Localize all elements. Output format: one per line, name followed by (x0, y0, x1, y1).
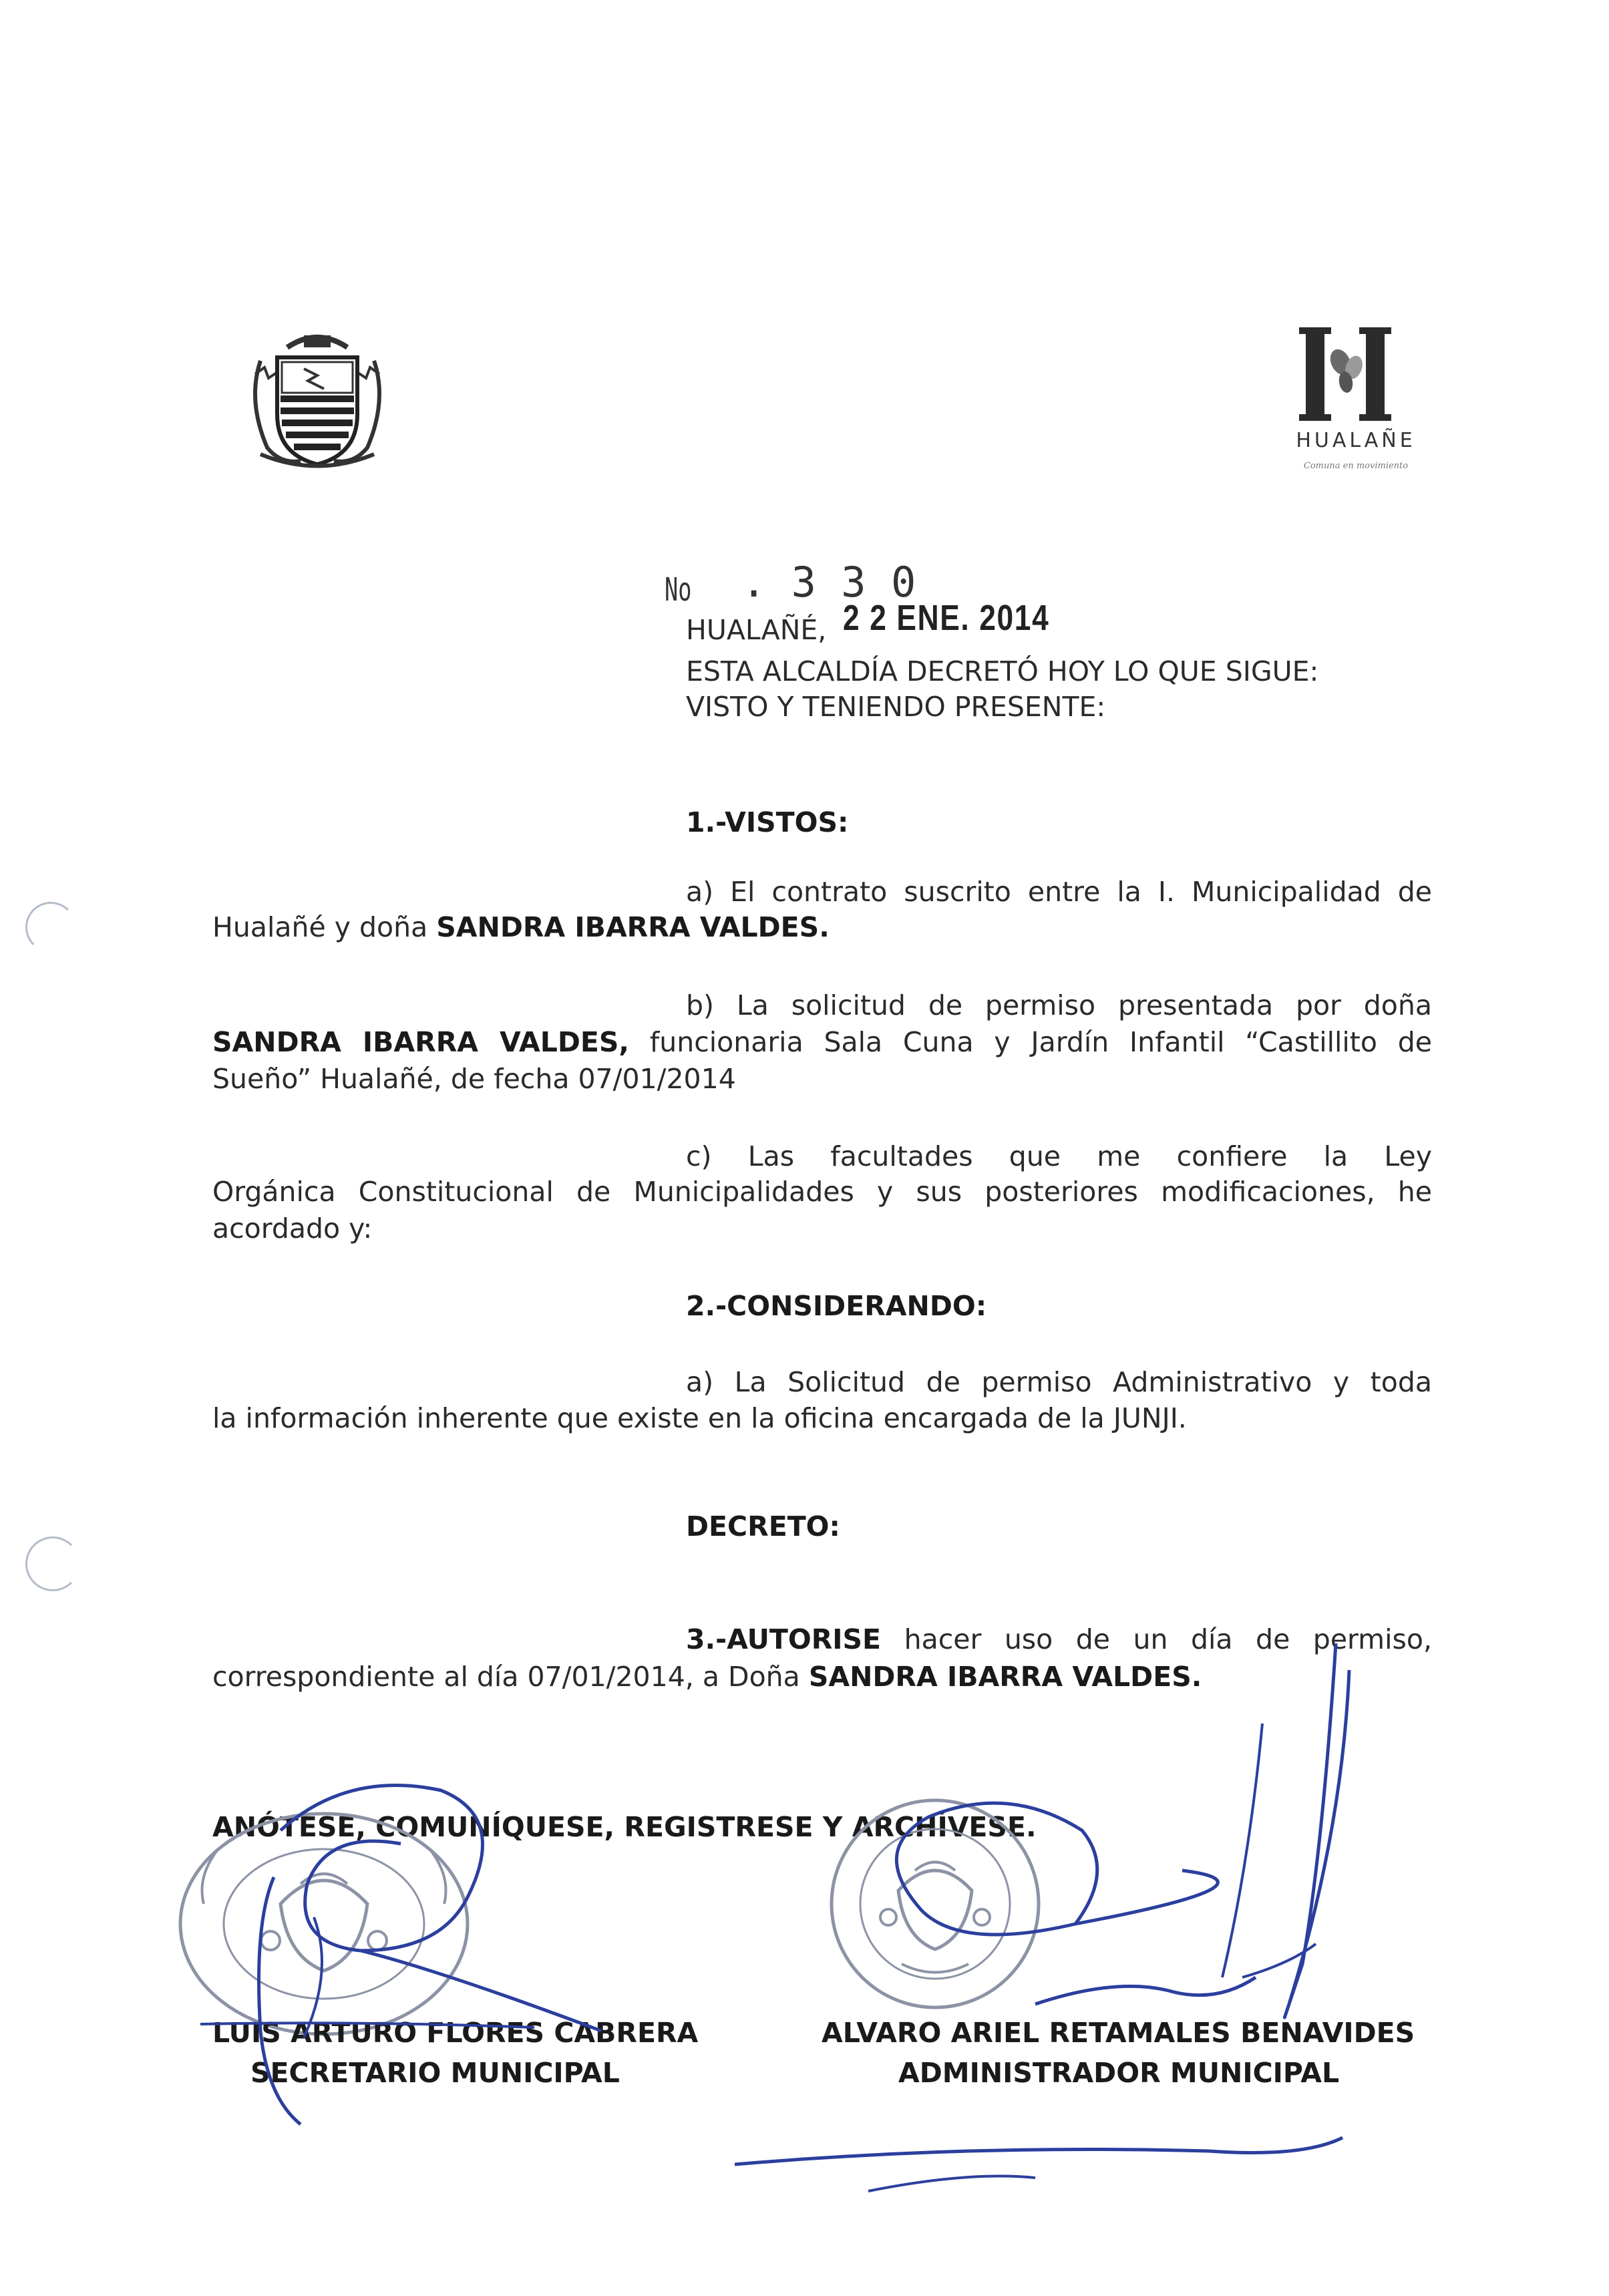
vistos-c-line-1: c) Las facultades que me confiere la Ley (686, 1140, 1432, 1172)
punch-hole-mark-top (25, 902, 76, 953)
place-label: HUALAÑÉ, (686, 614, 827, 646)
decreto-line-1-rest: hacer uso de un día de permiso, (881, 1623, 1432, 1655)
vistos-c-line-2: Orgánica Constitucional de Municipalidades y sus posteriores modificaciones, he (212, 1176, 1432, 1208)
decreto-name: SANDRA IBARRA VALDES. (808, 1661, 1202, 1693)
secretary-signature (160, 1750, 668, 2164)
vistos-b-line-2-rest: funcionaria Sala Cuna y Jardín Infantil “Castillito de (629, 1026, 1432, 1058)
vistos-a-name: SANDRA IBARRA VALDES. (436, 911, 830, 943)
considerando-a-line-1: a) La Solicitud de permiso Administrativo y toda (686, 1366, 1432, 1398)
left-signatory-name: LUIS ARTURO FLORES CABRERA (212, 2017, 699, 2049)
intro-line-2: VISTO Y TENIENDO PRESENTE: (686, 691, 1106, 723)
vistos-c-line-3: acordado y: (212, 1212, 373, 1245)
coat-of-arms-icon (240, 321, 394, 474)
vistos-b-line-1: b) La solicitud de permiso presentada por doña (686, 989, 1432, 1021)
vistos-a-line-2 (212, 909, 830, 945)
decreto-line-2-prefix: correspondiente al día 07/01/2014, a Doña (212, 1661, 809, 1693)
right-signatory-title: ADMINISTRADOR MUNICIPAL (898, 2057, 1340, 2089)
considerando-a-line-2: la información inherente que existe en la oficina encargada de la JUNJI. (212, 1402, 1187, 1434)
left-signatory-title: SECRETARIO MUNICIPAL (250, 2057, 620, 2089)
decree-date-stamp: 2 2 ENE. 2014 (843, 598, 1050, 638)
decree-number: . 3 3 0 (741, 558, 916, 607)
vistos-b-line-3: Sueño” Hualañé, de fecha 07/01/2014 (212, 1063, 736, 1095)
decree-number-prefix: No (665, 571, 692, 609)
decreto-autorise: 3.-AUTORISE (686, 1623, 882, 1655)
right-signatory-name: ALVARO ARIEL RETAMALES BENAVIDES (822, 2017, 1415, 2049)
vistos-a-line-2-prefix: Hualañé y doña (212, 911, 437, 943)
considerando-heading: 2.-CONSIDERANDO: (686, 1290, 987, 1322)
hualane-logo-icon (1292, 321, 1419, 428)
intro-line-1: ESTA ALCALDÍA DECRETÓ HOY LO QUE SIGUE: (686, 655, 1319, 687)
punch-hole-mark-bottom (25, 1536, 80, 1591)
vistos-b-line-2 (212, 1024, 1432, 1060)
hualane-logo-tagline: Comuna en movimiento (1303, 461, 1409, 471)
vistos-b-name: SANDRA IBARRA VALDES, (212, 1026, 630, 1058)
vistos-a-line-1: a) El contrato suscrito entre la I. Municipalidad de (686, 876, 1432, 908)
administrator-signature (701, 1630, 1409, 2211)
hualane-logo-word: HUALAÑE (1296, 429, 1416, 452)
closing-formula: ANÓTESE, COMUNÍQUESE, REGISTRESE Y ARCHÍVESE. (212, 1811, 1037, 1843)
vistos-heading: 1.-VISTOS: (686, 806, 849, 838)
decreto-heading: DECRETO: (686, 1510, 840, 1542)
